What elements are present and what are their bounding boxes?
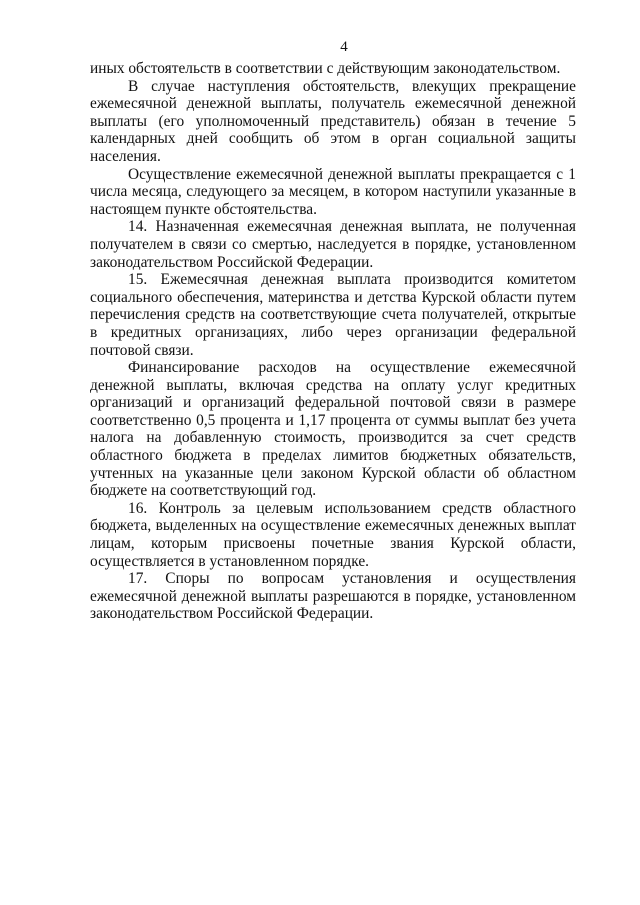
paragraph-item-16: 16. Контроль за целевым использованием средств областного бюджета, выделенных на осуществление ежемесячных денежных выплат лицам, которым присвоены почетные звания Курской области, осуществляется в установленном порядке. [90,499,576,570]
page-number: 4 [340,39,348,55]
paragraph-financing: Финансирование расходов на осуществление ежемесячной денежной выплаты, включая средства на оплату услуг кредитных организаций и организаций федеральной почтовой связи в размере соответственно 0,5 процента и 1,17 процента от суммы выплат без учета налога на добавленную стоимость, производится за счет средств областного бюджета в пределах лимитов бюджетных обязательств, учтенных на указанные цели законом Курской области об областном бюджете на соответствующий год. [90,359,576,500]
document-body [90,60,576,623]
paragraph-item-17: 17. Споры по вопросам установления и осуществления ежемесячной денежной выплаты разрешаются в порядке, установленном законодательством Российской Федерации. [90,570,576,623]
paragraph-continuation: иных обстоятельств в соответствии с действующим законодательством. [90,60,561,77]
paragraph-termination-notice: В случае наступления обстоятельств, влекущих прекращение ежемесячной денежной выплаты, получатель ежемесячной денежной выплаты (его уполномоченный представитель) обязан в течение 5 календарных дней сообщить об этом в орган социальной защиты населения. [90,77,576,165]
paragraph-item-15: 15. Ежемесячная денежная выплата производится комитетом социального обеспечения, материнства и детства Курской области путем перечисления средств на соответствующие счета получателей, открытые в кредитных организациях, либо через организации федеральной почтовой связи. [90,271,576,359]
paragraph-termination-date: Осуществление ежемесячной денежной выплаты прекращается с 1 числа месяца, следующего за месяцем, в котором наступили указанные в настоящем пункте обстоятельства. [90,165,576,218]
paragraph-item-14: 14. Назначенная ежемесячная денежная выплата, не полученная получателем в связи со смертью, наследуется в порядке, установленном законодательством Российской Федерации. [90,218,576,271]
